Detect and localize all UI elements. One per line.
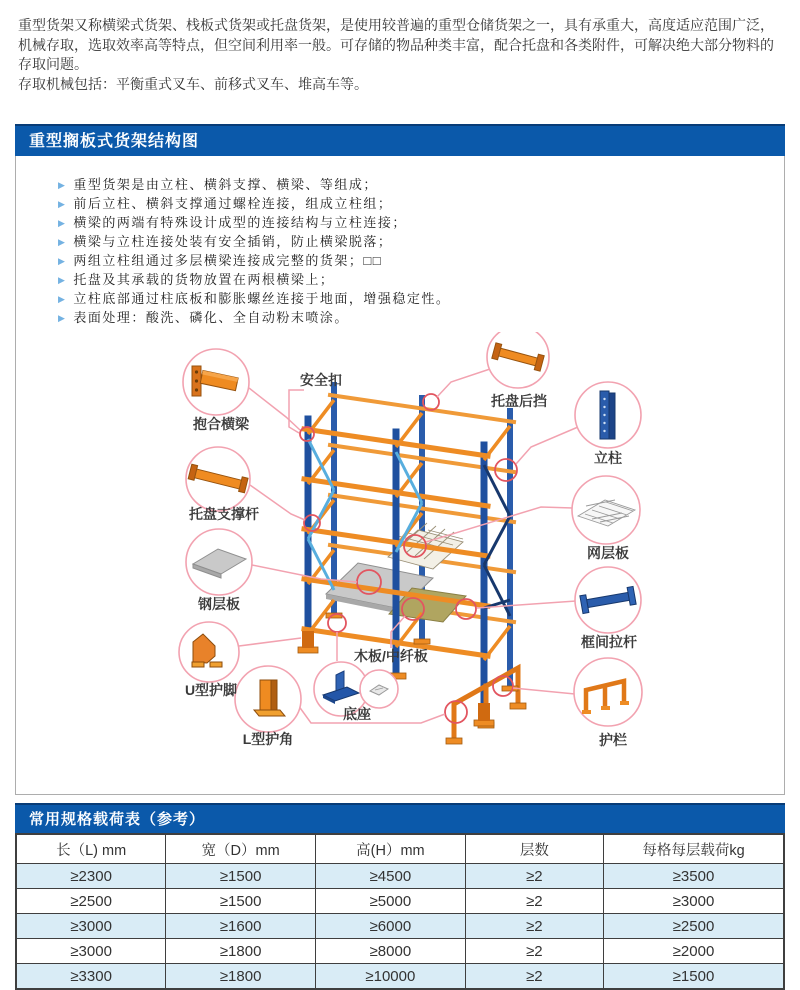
- upright-column-icon: [600, 391, 615, 439]
- bullet-triangle-icon: ▶: [58, 256, 67, 266]
- bullet-triangle-icon: ▶: [58, 180, 67, 190]
- callout-label-hulan: 护栏: [599, 732, 627, 748]
- spec-table-section: [15, 803, 785, 990]
- spec-cell: ≥2300: [16, 864, 166, 889]
- structure-bullet: [58, 195, 784, 214]
- spec-column-header: 长（L) mm: [16, 834, 166, 864]
- structure-bullet: [58, 233, 784, 252]
- structure-bullet: [58, 271, 784, 290]
- spec-cell: ≥2: [465, 889, 603, 914]
- callout-label-anquankou: 安全扣: [300, 372, 342, 388]
- structure-box: [15, 156, 785, 795]
- spec-cell: ≥1800: [166, 964, 316, 990]
- spec-table-row: [16, 914, 784, 939]
- spec-table-title-bar: [15, 803, 785, 833]
- foot-protector: [478, 703, 490, 721]
- callout-label-l-hujiao: L型护角: [242, 731, 294, 747]
- spec-table-row: [16, 889, 784, 914]
- intro-paragraph-2: 存取机械包括：平衡重式叉车、前移式叉车、堆高车等。: [18, 75, 368, 92]
- spec-cell: ≥2: [465, 964, 603, 990]
- spec-table-row: [16, 939, 784, 964]
- structure-bullet: [58, 176, 784, 195]
- structure-bullet-text: 立柱底部通过柱底板和膨胀螺丝连接于地面，增强稳定性。: [73, 291, 451, 306]
- foot-protector: [302, 631, 314, 648]
- spec-cell: ≥1500: [166, 889, 316, 914]
- bullet-triangle-icon: ▶: [58, 294, 67, 304]
- spec-table-body: [16, 864, 784, 990]
- callout-label-zhichenggan: 托盘支撑杆: [189, 506, 259, 522]
- structure-section: [15, 124, 785, 795]
- structure-bullet-text: 托盘及其承载的货物放置在两根横梁上；: [73, 272, 335, 287]
- structure-bullet-text: 前后立柱、横斜支撑通过螺栓连接，组成立柱组；: [73, 196, 393, 211]
- structure-section-title-bar: [15, 124, 785, 156]
- callout-label-gangcengban: 钢层板: [198, 596, 240, 612]
- spec-cell: ≥3300: [16, 964, 166, 990]
- bullet-triangle-icon: ▶: [58, 237, 67, 247]
- spec-cell: ≥3000: [16, 914, 166, 939]
- structure-bullet-text: 两组立柱组通过多层横梁连接成完整的货架；□□: [73, 253, 383, 268]
- spec-cell: ≥1600: [166, 914, 316, 939]
- spec-cell: ≥4500: [316, 864, 466, 889]
- spec-cell: ≥3000: [603, 889, 784, 914]
- structure-bullet: [58, 290, 784, 309]
- spec-column-header: 层数: [465, 834, 603, 864]
- spec-cell: ≥2000: [603, 939, 784, 964]
- callout-label-houdang: 托盘后挡: [491, 393, 547, 409]
- spec-table-row: [16, 864, 784, 889]
- spec-table-row: [16, 964, 784, 990]
- callout-bubbles: [179, 332, 642, 732]
- intro-text: [0, 0, 800, 94]
- spec-cell: ≥2500: [16, 889, 166, 914]
- structure-bullet: [58, 252, 784, 271]
- structure-bullet: [58, 309, 784, 328]
- spec-table-title: 常用规格载荷表（参考）: [29, 811, 206, 828]
- callout-label-u-hujiao: U型护脚: [184, 682, 238, 698]
- spec-cell: ≥3500: [603, 864, 784, 889]
- spec-column-header: 宽（D）mm: [166, 834, 316, 864]
- callout-label-dizuo: 底座: [343, 706, 371, 722]
- structure-section-title: 重型搁板式货架结构图: [29, 133, 200, 150]
- structure-bullet: [58, 214, 784, 233]
- callout-label-muban: 木板/中纤板: [354, 648, 428, 664]
- spec-cell: ≥1800: [166, 939, 316, 964]
- spec-table-header-row: [16, 834, 784, 864]
- spec-cell: ≥2: [465, 939, 603, 964]
- intro-paragraph-1: 重型货架又称横梁式货架、栈板式货架或托盘货架，是使用较普遍的重型仓储货架之一，具有承重大，高度适应范围广泛，机械存取，选取效率高等特点，但空间利用率一般。可存储的物品种类丰富，配合托盘和各类附件，可解决绝大部分物料的存取问题。: [18, 17, 774, 72]
- spec-cell: ≥8000: [316, 939, 466, 964]
- spec-column-header: 每格每层载荷kg: [603, 834, 784, 864]
- callout-label-lizhu: 立柱: [594, 450, 622, 466]
- spec-cell: ≥6000: [316, 914, 466, 939]
- spec-cell: ≥3000: [16, 939, 166, 964]
- structure-bullet-text: 重型货架是由立柱、横斜支撑、横梁、等组成；: [73, 177, 378, 192]
- spec-cell: ≥1500: [603, 964, 784, 990]
- spec-table: [15, 833, 785, 990]
- structure-bullet-text: 横梁与立柱连接处装有安全插销，防止横梁脱落；: [73, 234, 393, 249]
- callout-label-kuangjian: 框间拉杆: [581, 634, 637, 650]
- spec-cell: ≥5000: [316, 889, 466, 914]
- spec-cell: ≥2500: [603, 914, 784, 939]
- callout-label-baohe: 抱合横梁: [193, 416, 249, 432]
- structure-diagram: [16, 332, 784, 794]
- bullet-triangle-icon: ▶: [58, 313, 67, 323]
- spec-cell: ≥10000: [316, 964, 466, 990]
- structure-bullet-text: 表面处理：酸洗、磷化、全自动粉末喷涂。: [73, 310, 349, 325]
- structure-bullet-list: [58, 176, 784, 328]
- bullet-triangle-icon: ▶: [58, 199, 67, 209]
- bullet-triangle-icon: ▶: [58, 218, 67, 228]
- spec-cell: ≥2: [465, 914, 603, 939]
- structure-bullet-text: 横梁的两端有特殊设计成型的连接结构与立柱连接；: [73, 215, 407, 230]
- spec-column-header: 高(H）mm: [316, 834, 466, 864]
- callout-label-wangcengban: 网层板: [587, 545, 629, 561]
- bullet-triangle-icon: ▶: [58, 275, 67, 285]
- spec-cell: ≥2: [465, 864, 603, 889]
- spec-cell: ≥1500: [166, 864, 316, 889]
